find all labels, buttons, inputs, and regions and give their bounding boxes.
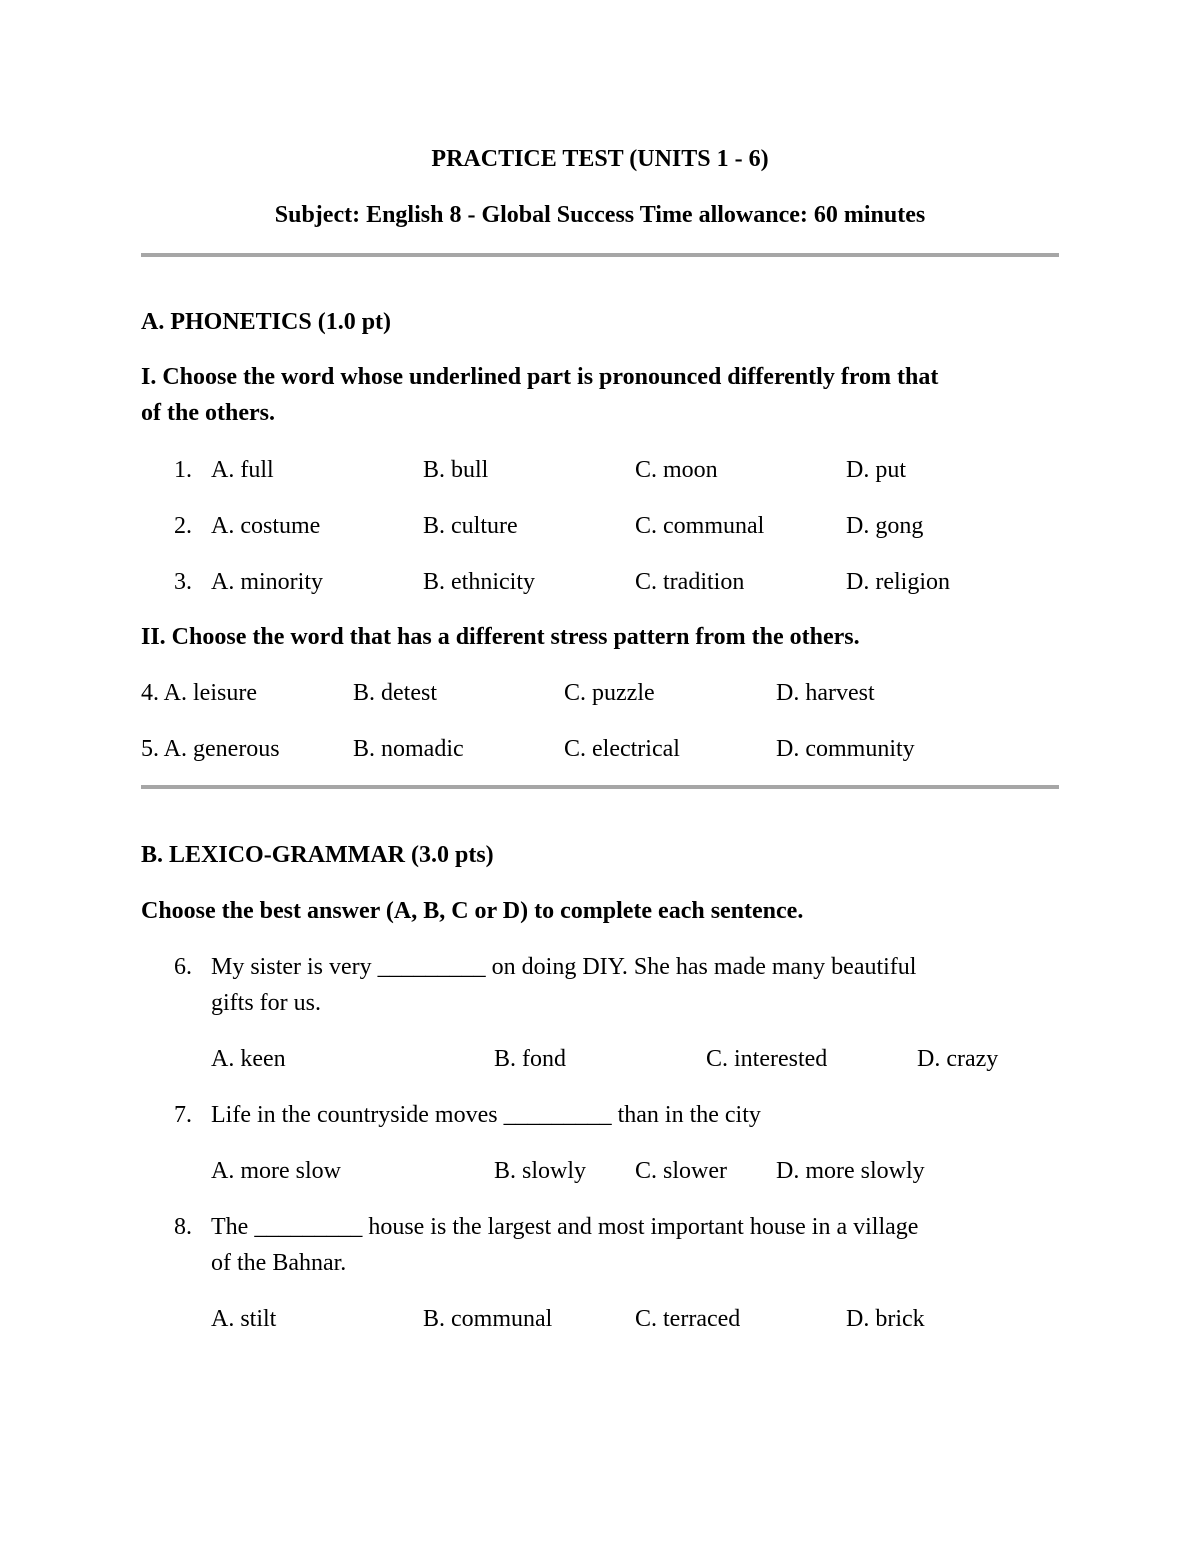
option-d: D. harvest [776, 680, 875, 706]
option-c: C. terraced [635, 1306, 741, 1332]
option-d: D. crazy [917, 1046, 999, 1072]
section-heading-phonetics: A. PHONETICS (1.0 pt) [141, 309, 392, 335]
question-number: 7. [174, 1102, 192, 1128]
option-b: B. fond [494, 1046, 566, 1072]
question-number: 8. [174, 1214, 192, 1240]
option-c: C. slower [635, 1158, 727, 1184]
option-b: B. bull [423, 457, 489, 483]
section-heading-grammar: B. LEXICO-GRAMMAR (3.0 pts) [141, 842, 494, 868]
option-b: B. ethnicity [423, 569, 535, 595]
option-c: C. interested [706, 1046, 828, 1072]
page-title: PRACTICE TEST (UNITS 1 - 6) [431, 146, 769, 172]
option-b: B. detest [353, 680, 437, 706]
option-b: B. communal [423, 1306, 553, 1332]
option-d: D. put [846, 457, 906, 483]
option-c: C. electrical [564, 736, 680, 762]
question-text: Life in the countryside moves _________ than in the city [211, 1102, 761, 1128]
option-a: A. minority [211, 569, 323, 595]
option-d: D. community [776, 736, 915, 762]
option-a: A. stilt [211, 1306, 277, 1332]
question-text: My sister is very _________ on doing DIY. She has made many beautiful [211, 954, 917, 980]
instruction-part2: II. Choose the word that has a different stress pattern from the others. [141, 624, 860, 650]
option-a: A. keen [211, 1046, 286, 1072]
option-c: C. moon [635, 457, 718, 483]
instruction-part1-line2: of the others. [141, 400, 275, 426]
option-a: A. costume [211, 513, 321, 539]
option-a: A. full [211, 457, 274, 483]
question-number: 3. [174, 569, 192, 595]
option-b: B. culture [423, 513, 518, 539]
option-a: 4. A. leisure [141, 680, 257, 706]
option-b: B. slowly [494, 1158, 587, 1184]
question-text: The _________ house is the largest and most important house in a village [211, 1214, 919, 1240]
question-text: gifts for us. [211, 990, 321, 1016]
question-number: 2. [174, 513, 192, 539]
question-text: of the Bahnar. [211, 1250, 347, 1276]
option-a: 5. A. generous [141, 736, 280, 762]
divider-top [141, 253, 1059, 257]
option-c: C. communal [635, 513, 765, 539]
option-c: C. tradition [635, 569, 745, 595]
option-a: A. more slow [211, 1158, 341, 1184]
option-d: D. gong [846, 513, 924, 539]
instruction-grammar: Choose the best answer (A, B, C or D) to complete each sentence. [141, 898, 804, 924]
question-number: 1. [174, 457, 192, 483]
option-d: D. brick [846, 1306, 925, 1332]
option-b: B. nomadic [353, 736, 464, 762]
option-d: D. more slowly [776, 1158, 925, 1184]
page-subtitle: Subject: English 8 - Global Success Time allowance: 60 minutes [274, 202, 926, 228]
instruction-part1-line1: I. Choose the word whose underlined part is pronounced differently from that [141, 364, 939, 390]
divider-middle [141, 785, 1059, 789]
option-d: D. religion [846, 569, 950, 595]
option-c: C. puzzle [564, 680, 655, 706]
question-number: 6. [174, 954, 192, 980]
